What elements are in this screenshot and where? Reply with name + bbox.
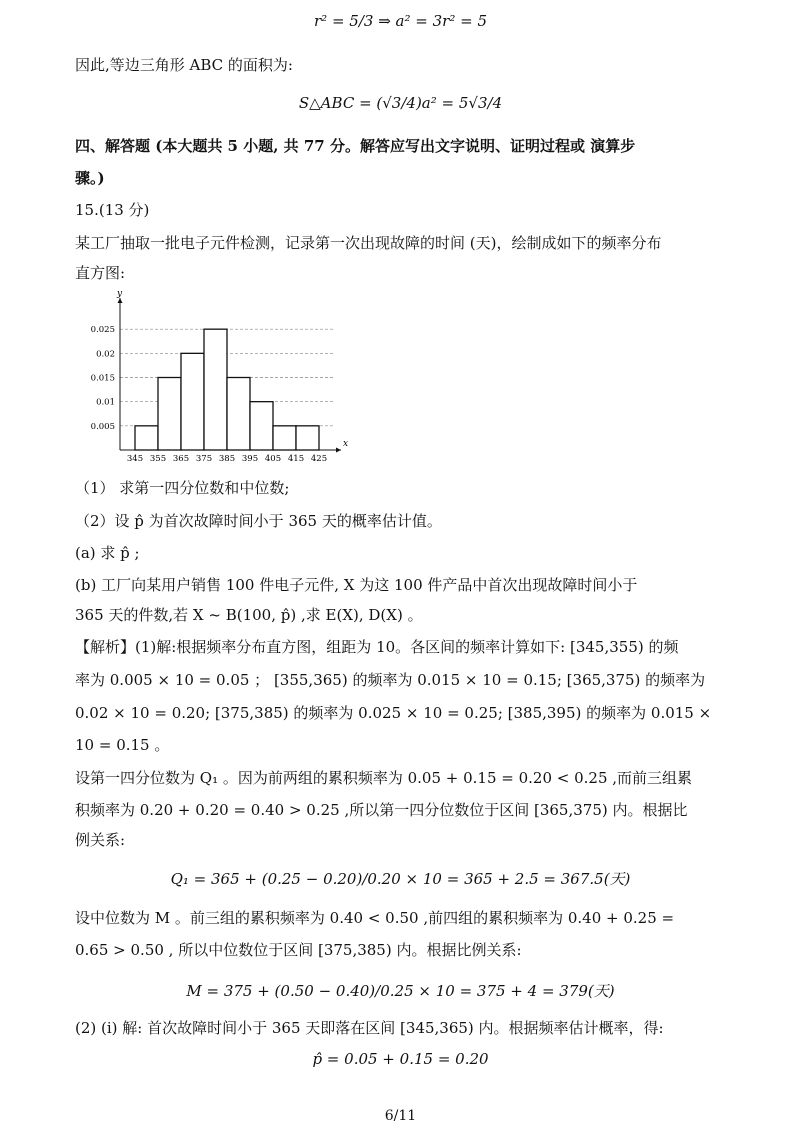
x-tick-label: 415 [287,454,305,464]
quartile-text-line3: 例关系: [75,831,126,849]
histogram-bar [296,426,319,450]
histogram-bar [135,426,158,450]
part2-text: (2) (i) 解: 首次故障时间小于 365 天即落在区间 [345,365) 内。根据频率估计概率，得: [75,1019,664,1037]
histogram-bar [273,426,296,450]
solution-line2: 率为 0.005 × 10 = 0.05 ； [355,365) 的频率为 0.015 × 10 = 0.15; [365,375) 的频率为 [75,671,706,689]
page-number: 6/11 [384,1108,417,1124]
subquestion-2b-line1: (b) 工厂向某用户销售 100 件电子元件, X 为这 100 件产品中首次出现故障时间小于 [75,576,638,594]
x-axis-label: x [343,439,349,449]
question-stem-line2: 直方图: [75,264,126,282]
histogram-bar [181,353,204,450]
y-tick-label: 0.01 [96,397,115,408]
median-text-line1: 设中位数为 M 。前三组的累积频率为 0.40 < 0.50 ,前四组的累积频率为 0.40 + 0.25 = [75,909,675,927]
x-tick-label: 395 [241,454,259,464]
x-axis-arrow [336,448,341,453]
formula-r2: r² = 5/3 ⇒ a² = 3r² = 5 [314,12,487,30]
y-tick-label: 0.025 [90,325,115,336]
y-tick-label: 0.005 [90,421,115,432]
quartile-text-line2: 积频率为 0.20 + 0.20 = 0.40 > 0.25 ,所以第一四分位数位于区间 [365,375) 内。根据比 [75,801,688,819]
median-text-line2: 0.65 > 0.50 , 所以中位数位于区间 [375,385) 内。根据比例关系: [75,941,522,959]
formula-area: S△ABC = (√3/4)a² = 5√3/4 [298,94,503,112]
histogram-bar [204,329,227,450]
section-heading-line2: 骤。) [75,169,105,187]
x-tick-label: 345 [126,454,144,464]
y-tick-labels [91,325,115,432]
histogram-bar [227,378,250,451]
x-tick-label: 355 [149,454,167,464]
y-tick-label: 0.015 [90,373,115,384]
subquestion-2a: (a) 求 p̂ ; [75,544,140,562]
histogram-bar [158,378,181,451]
x-tick-label: 405 [264,454,282,464]
subquestion-1: （1） 求第一四分位数和中位数; [75,479,290,497]
formula-median: M = 375 + (0.50 − 0.40)/0.25 × 10 = 375 + 4 = 379(天) [186,982,615,1000]
x-tick-label: 375 [195,454,213,464]
quartile-text-line1: 设第一四分位数为 Q₁ 。因为前两组的累积频率为 0.05 + 0.15 = 0.20 < 0.25 ,而前三组累 [75,769,693,787]
y-tick-label: 0.02 [96,349,115,360]
chart-bars [135,329,319,450]
formula-quartile: Q₁ = 365 + (0.25 − 0.20)/0.20 × 10 = 365 + 2.5 = 367.5(天) [170,870,631,888]
solution-line3: 0.02 × 10 = 0.20; [375,385) 的频率为 0.025 × 10 = 0.25; [385,395) 的频率为 0.015 × [75,704,712,722]
solution-line4: 10 = 0.15 。 [75,736,170,754]
x-tick-labels [127,454,327,464]
question-number: 15.(13 分) [75,201,150,219]
subquestion-2: （2）设 p̂ 为首次故障时间小于 365 天的概率估计值。 [75,512,442,530]
histogram-bar [250,402,273,450]
section-heading-line1: 四、解答题 (本大题共 5 小题, 共 77 分。解答应写出文字说明、证明过程或 演算步 [75,137,636,155]
solution-line1: 【解析】(1)解:根据频率分布直方图，组距为 10。各区间的频率计算如下: [345,355) 的频 [75,638,679,656]
frequency-histogram [75,289,349,464]
x-tick-label: 385 [218,454,236,464]
subquestion-2b-line2: 365 天的件数,若 X ~ B(100, p̂) ,求 E(X), D(X) 。 [75,606,423,624]
x-tick-label: 365 [172,454,190,464]
question-stem-line1: 某工厂抽取一批电子元件检测，记录第一次出现故障的时间 (天)，绘制成如下的频率分布 [75,234,662,252]
area-intro: 因此,等边三角形 ABC 的面积为: [75,56,293,74]
y-axis-label: y [117,289,123,299]
formula-p-hat: p̂ = 0.05 + 0.15 = 0.20 [312,1050,489,1068]
x-tick-label: 425 [310,454,328,464]
